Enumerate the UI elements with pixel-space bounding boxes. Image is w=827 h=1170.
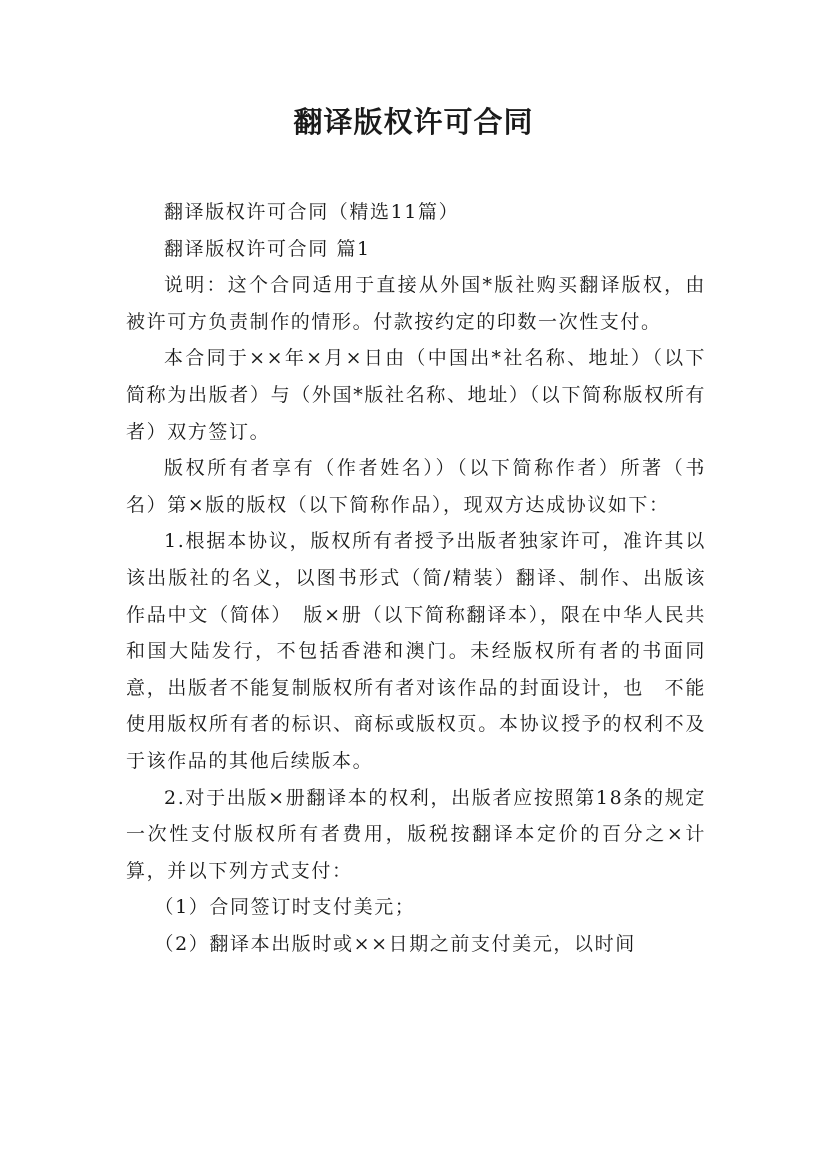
chapter-heading: 翻译版权许可合同 篇1 bbox=[164, 237, 371, 260]
document-body bbox=[126, 194, 706, 962]
copyright-paragraph: 版权所有者享有（作者姓名））（以下简称作者）所著（书名）第×版的版权（以下简称作品），现双方达成协议如下： bbox=[126, 457, 706, 516]
clause-2-item-2: （2）翻译本出版时或××日期之前支付美元，以时间 bbox=[154, 932, 636, 955]
clause-2: 2.对于出版×册翻译本的权利，出版者应按照第18条的规定一次性支付版权所有者费用，版税按翻译本定价的百分之×计算，并以下列方式支付： bbox=[126, 786, 706, 882]
note-paragraph: 说明：这个合同适用于直接从外国*版社购买翻译版权，由被许可方负责制作的情形。付款按约定的印数一次性支付。 bbox=[126, 274, 706, 333]
subtitle-selection: 翻译版权许可合同（精选11篇） bbox=[164, 201, 460, 223]
document-title: 翻译版权许可合同 bbox=[293, 105, 534, 139]
clause-1: 1.根据本协议，版权所有者授予出版者独家许可，准许其以该出版社的名义，以图书形式（简/精装）翻译、制作、出版该作品中文（简体） 版×册（以下简称翻译本），限在中华人民共和国大陆发行，不包括香港和澳门。未经版权所有者的书面同意，出版者不能复制版权所有者对该作品的封面设计，也 不能使用版权所有者的标识、商标或版权页。本协议授予的权利不及于该作品的其他后续版本。 bbox=[126, 530, 706, 772]
clause-2-item-1: （1）合同签订时支付美元； bbox=[154, 896, 416, 919]
parties-paragraph: 本合同于××年×月×日由（中国出*社名称、地址）（以下简称为出版者）与（外国*版社名称、地址）（以下简称版权所有者）双方签订。 bbox=[126, 347, 706, 443]
